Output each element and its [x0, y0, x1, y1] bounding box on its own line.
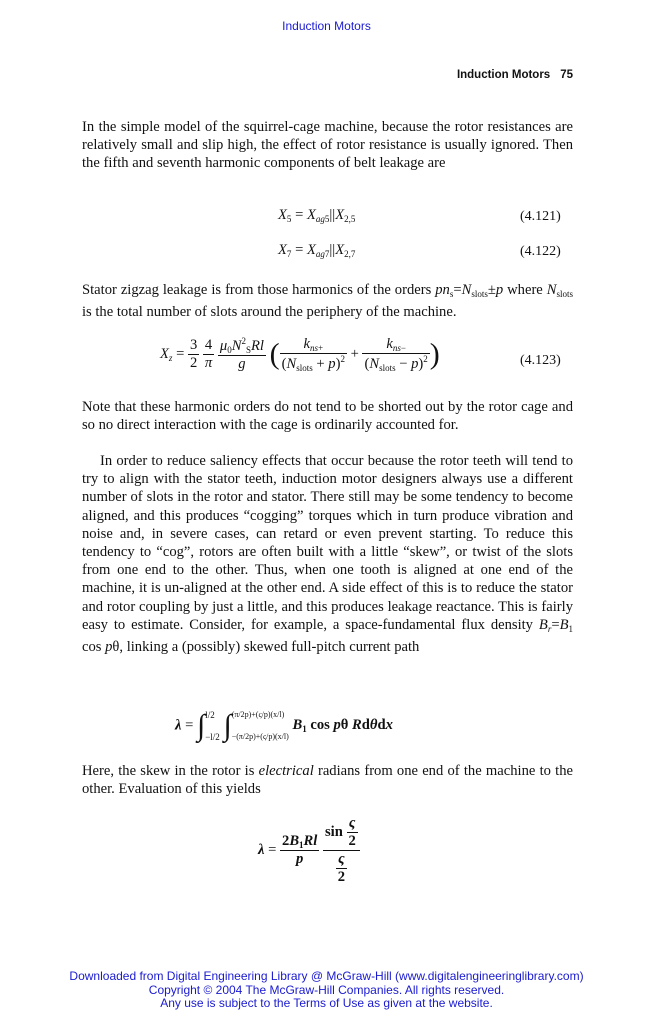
footer-line-1[interactable]: Downloaded from Digital Engineering Library @ McGraw-Hill (www.digitalengineeringlibrary.com)	[69, 969, 584, 983]
footer-line-3: Any use is subject to the Terms of Use as given at the website.	[160, 996, 493, 1010]
paragraph-4-text-b: linking a (possibly) skewed full-pitch current path	[126, 639, 420, 656]
running-head	[82, 69, 573, 81]
equation-4-123: $X_z$ = $\frac{3}{2}$ $\frac{4}{\pi}$ $\frac{\mu_0N^2_SRl}{g}$ ( $\frac{k_{ns+}}{(N_{slots} + p)^2}$ + $\frac{k_{ns-}}{(N_{slots} - p)^2}$ )	[160, 336, 440, 373]
paragraph-4-text-a: In order to reduce saliency effects that occur because the rotor teeth will tend to try to align with the stator teeth, induction motor designers always use a different number of slots in the rotor and stator. There still may be some tendency to become aligned, and this produces “cogging” torques which in turn produce vibration and noise and, in severe cases, can retard or even prevent starting. To reduce this tendency to “cog”, rotors are often built with a little “skew”, or twist of the slots from one end to the other. Thus, when one tooth is aligned at one end of the machine, it is un-aligned at the other end. A side effect of this is to reduce the stator and rotor coupling by just a little, and this produces leakage reactance. This is fairly easy to estimate. Consider, for example, a space-fundamental flux density	[82, 453, 573, 633]
paragraph-1: In the simple model of the squirrel-cage machine, because the rotor resistances are relatively small and slip high, the effect of rotor resistance is usually ignored. Then the fifth and seventh harmonic components of belt leakage are	[82, 119, 573, 172]
paragraph-2: Stator zigzag leakage is from those harmonics of the orders $pn_s=N_{slots}\pm p$ where $N_{slots}$ is the total number of slots around the periphery of the machine.	[82, 282, 573, 321]
paragraph-3: Note that these harmonic orders do not tend to be shorted out by the rotor cage and so no direct interaction with the cage is ordinarily accounted for.	[82, 399, 573, 434]
equation-lambda-result: λ = $\frac{2B_1Rl}{p}$ sin $\frac{\varsigma}{2}$ $\frac{\varsigma}{2}$	[258, 815, 360, 886]
equation-number-4-123: (4.123)	[520, 353, 561, 368]
paragraph-5	[82, 762, 573, 798]
paragraph-5-emphasis: electrical	[258, 763, 314, 779]
footer	[0, 970, 653, 1011]
paragraph-2-text-a: Stator zigzag leakage is from those harmonics of the orders	[82, 282, 432, 298]
paragraph-5-text-a: Here, the skew in the rotor is	[82, 763, 255, 779]
equation-lambda-integral: λ = ∫l/2 −l/2 ∫(π/2p)+(ς/p)(x/l) −(π/2p)+(ς/p)(x/l) $B_1$ cos pθ Rdθdx	[175, 709, 393, 742]
paragraph-4: In order to reduce saliency effects that occur because the rotor teeth will tend to try to align with the stator teeth, induction motor designers always use a different number of slots in the rotor and stator. There still may be some tendency to become aligned, and this produces “cogging” torques which in turn produce vibration and noise and, in severe cases, can retard or even prevent starting. To reduce this tendency to “cog”, rotors are often built with a little “skew”, or twist of the slots from one end to the other. Thus, when one tooth is aligned at one end of the machine, it is un-aligned at the other end. A side effect of this is to reduce the stator and rotor coupling by just a little, and this produces leakage reactance. This is fairly easy to estimate. Consider, for example, a space-fundamental flux density $B_r=B_1$ cos pθ, linking a (possibly) skewed full-pitch current path	[82, 453, 573, 656]
equation-4-121: $X_5 = X_{ag5}||X_{2,5}$	[278, 207, 356, 224]
paragraph-2-text-c: is the total number of slots around the periphery of the machine.	[82, 304, 457, 321]
equation-number-4-121: (4.121)	[520, 209, 561, 224]
equation-number-4-122: (4.122)	[520, 244, 561, 259]
footer-line-2: Copyright © 2004 The McGraw-Hill Companies. All rights reserved.	[148, 982, 505, 997]
document-source-title: Induction Motors	[282, 19, 371, 33]
paragraph-5-text-b: radians from one end of the machine to the other. Evaluation of this yields	[82, 763, 573, 798]
equation-4-122: $X_7 = X_{ag7}||X_{2,7}$	[278, 242, 356, 259]
paragraph-2-text-b: where	[507, 282, 543, 298]
running-head-title: Induction Motors	[456, 69, 551, 81]
page-number: 75	[560, 69, 573, 81]
